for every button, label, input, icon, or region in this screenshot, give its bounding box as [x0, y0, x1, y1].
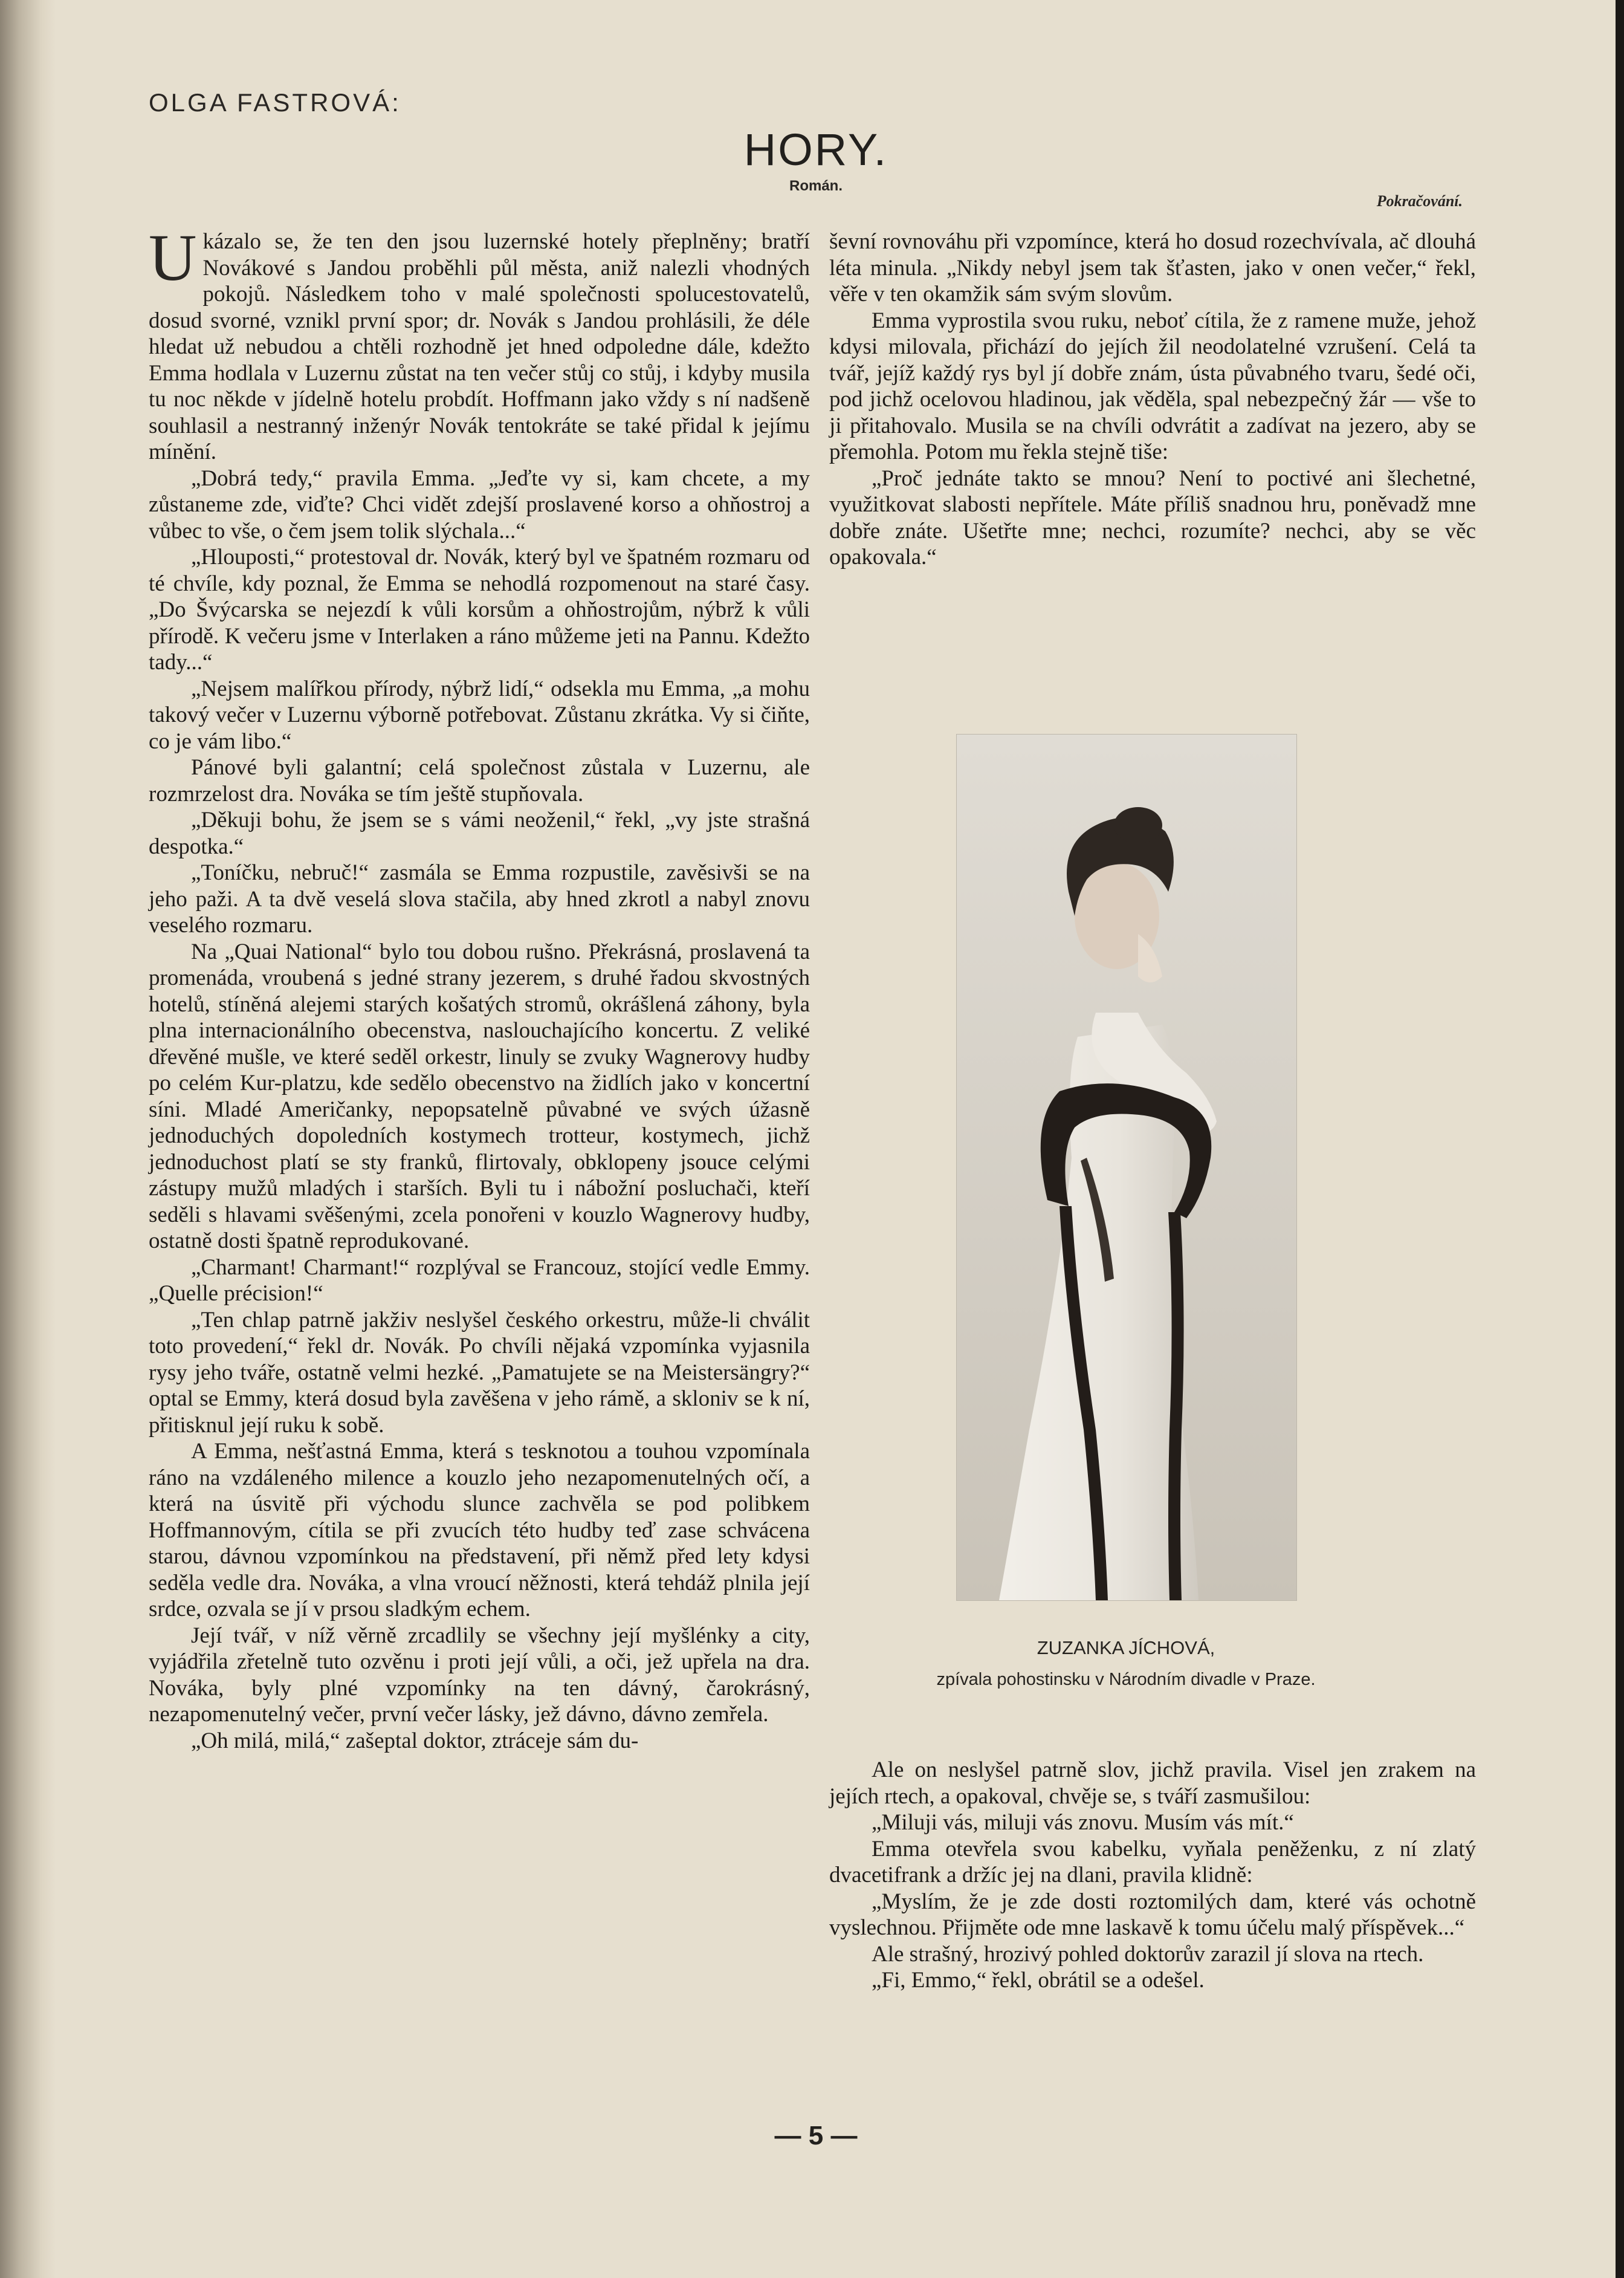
paragraph: „Děkuji bohu, že jsem se s vámi neoženil,“ řekl, „vy jste strašná despotka.“: [149, 808, 810, 859]
paragraph: „Nejsem malířkou přírody, nýbrž lidí,“ odsekla mu Emma, „a mohu takový večer v Luzernu výborně potřebovat. Zůstanu zkrátka. Vy si čiňte, co je vám libo.“: [149, 676, 810, 754]
paragraph: „Fi, Emmo,“ řekl, obrátil se a odešel.: [872, 1968, 1205, 1993]
author-name: OLGA FASTROVÁ:: [149, 88, 401, 117]
paragraph: Emma otevřela svou kabelku, vyňala peněženku, z ní zlatý dvacetifrank a držíc jej na dlani, pravila klidně:: [829, 1836, 1476, 1887]
paragraph: „Oh milá, milá,“ zašeptal doktor, ztráceje sám du-: [191, 1728, 639, 1753]
paragraph: Pánové byli galantní; celá společnost zůstala v Luzernu, ale rozmrzelost dra. Nováka se tím ještě stupňovala.: [149, 755, 810, 806]
paragraph: „Hlouposti,“ protestoval dr. Novák, který byl ve špatném rozmaru od té chvíle, kdy poznal, že Emma se nehodlá rozpomenout na staré časy. „Do Švýcarska se nejezdí k vůli korsům a ohňostrojům, nýbrž k vůli přírodě. K večeru jsme v Interlaken a ráno můžeme jeti na Pannu. Kdežto tady...“: [149, 545, 810, 675]
paragraph: Ukázalo se, že ten den jsou luzernské hotely přeplněny; bratří Novákové s Jandou proběhli půl města, aniž nalezli vhodných pokojů. Následkem toho v malé společnosti spolucestovatelů, dosud svorné, vznikl první spor; dr. Novák s Jandou prohlásili, že déle hledat už nebudou a chtěli rozhodně jet hned odpoledne dále, kdežto Emma hodlala v Luzernu zůstat na ten večer stůj co stůj, i kdyby musila tu noc někde v jídelně hotelu probdít. Hoffmann jako vždy s ní nadšeně souhlasil a nestranný inženýr Novák tentokráte se také přidal k jejímu mínění.: [149, 221, 810, 464]
paragraph: Na „Quai National“ bylo tou dobou rušno. Překrásná, proslavená ta promenáda, vroubená s jedné strany jezerem, s druhé řadou skvostných hotelů, stíněná alejemi starých košatých stromů, okrášlená záhony, byla plna internacionálního obecenstva, naslouchajícího koncertu. Z veliké dřevěné mušle, ve které seděl orkestr, linuly se zvuky Wagnerovy hudby po celém Kur-platzu, kde sedělo obecenstvo na židlích jako v koncertní síni. Mladé Američanky, nepopsatelně půvabné ve svých úžasně jednoduchých dopoledních kostymech trotteur, kostymech, jichž jednoduchost platí se sty franků, flirtovaly, obklopeny jsouce celými zástupy mužů mladých i starších. Byli tu i nábožní posluchači, kteří seděli s hlavami svěšenými, zcela ponořeni v kouzlo Wagnerovy hudby, ostatně dosti špatně reprodukované.: [149, 939, 810, 1253]
paragraph: Emma vyprostila svou ruku, neboť cítila, že z ramene muže, jehož kdysi milovala, přichází do jejích žil neodolatelné vzrušení. Celá ta tvář, jejíž každý rys byl jí dobře znám, ústa půvabného tvaru, šedé oči, pod jichž ocelovou hladinou, jak věděla, spal nebezpečný žár — vše to ji přitahovalo. Musila se na chvíli odvrátit a zadívat na jezero, aby se přemohla. Potom mu řekla stejně tiše:: [829, 308, 1476, 464]
paragraph: A Emma, nešťastná Emma, která s tesknotou a touhou vzpomínala ráno na vzdáleného milence a kouzlo jeho nezapomenutelných očí, a která na úsvitě při východu slunce zachvěla se pod polibkem Hoffmannovým, cítila se při zvucích této hudby teď zase schvácena starou, dávnou vzpomínkou na představení, při němž před lety kdysi seděla vedle dra. Nováka, a vlna vroucí něžnosti, která tehdáž plnila její srdce, ozvala se jí v prsou sladkým echem.: [149, 1439, 810, 1621]
article-title: HORY.: [743, 125, 888, 175]
paragraph: Ale on neslyšel patrně slov, jichž pravila. Visel jen zrakem na jejích rtech, a opakoval, chvěje se, s tváří zasmušilou:: [829, 1757, 1476, 1809]
left-text-column: [149, 221, 810, 1754]
paragraph: „Proč jednáte takto se mnou? Není to poctivé ani šlechetné, využitkovat slabosti nepřítele. Máte příliš snadnou hru, poněvadž mne dobře znáte. Ušetřte mne; nechci, rozumíte? nechci, aby se věc opakovala.“: [829, 466, 1476, 570]
right-text-column-bottom: [829, 1757, 1476, 1994]
drop-cap: U: [149, 221, 197, 294]
paragraph: Ale strašný, hrozivý pohled doktorův zarazil jí slova na rtech.: [872, 1941, 1424, 1967]
photo-caption-text: zpívala pohostinsku v Národním divadle v Praze.: [936, 1670, 1316, 1689]
article-genre: Román.: [789, 178, 843, 194]
page-edge: [1616, 0, 1624, 2278]
paragraph: „Charmant! Charmant!“ rozplýval se Francouz, stojící vedle Emmy. „Quelle précision!“: [149, 1254, 810, 1306]
paragraph: „Miluji vás, miluji vás znovu. Musím vás mít.“: [872, 1810, 1294, 1835]
paragraph: „Toníčku, nebruč!“ zasmála se Emma rozpustile, zavěsivši se na jeho paži. A ta dvě veselá slova stačila, aby hned zkrotl a nabyl znovu veselého rozmaru.: [149, 860, 810, 938]
portrait-illustration: [957, 735, 1296, 1600]
page-number: — 5 —: [774, 2121, 858, 2150]
paragraph: „Ten chlap patrně jakživ neslyšel českého orkestru, může-li chválit toto provedení,“ řekl dr. Novák. Po chvíli nějaká vzpomínka vyjasnila rysy jeho tváře, ostatně velmi hezké. „Pamatujete se na Meistersängry?“ optal se Emmy, která dosud byla zavěšena v jeho rámě, a skloniv se k ní, přitisknul její ruku k sobě.: [149, 1307, 810, 1438]
paragraph: „Myslím, že je zde dosti roztomilých dam, které vás ochotně vyslechnou. Přijměte ode mne laskavě k tomu účelu malý příspěvek...“: [829, 1889, 1476, 1940]
right-text-column-top: [829, 229, 1476, 571]
paragraph: ševní rovnováhu při vzpomínce, která ho dosud rozechvívala, ač dlouhá léta minula. „Nikdy nebyl jsem tak šťasten, jako v onen večer,“ řekl, věře v ten okamžik sám svým slovům.: [829, 229, 1476, 307]
continuation-note: Pokračování.: [1376, 192, 1463, 210]
paragraph: „Dobrá tedy,“ pravila Emma. „Jeďte vy si, kam chcete, a my zůstaneme zde, viďte? Chci vidět zdejší proslavené korso a ohňostroj a vůbec to vše, o čem jsem tolik slýchala...“: [149, 466, 810, 544]
paragraph: Její tvář, v níž věrně zrcadlily se všechny její myšlénky a city, vyjádřila zřetelně tuto ozvěnu i proti její vůli, a oči, jež upřela na dra. Nováka, byly plné vzpomínky na ten dávný, čarokrásný, nezapomenutelný večer, první večer lásky, jež dávno, dávno zemřela.: [149, 1623, 810, 1727]
photo-caption-name: ZUZANKA JÍCHOVÁ,: [1037, 1637, 1215, 1658]
binding-spine: [0, 0, 56, 2278]
portrait-photo: [956, 734, 1297, 1601]
